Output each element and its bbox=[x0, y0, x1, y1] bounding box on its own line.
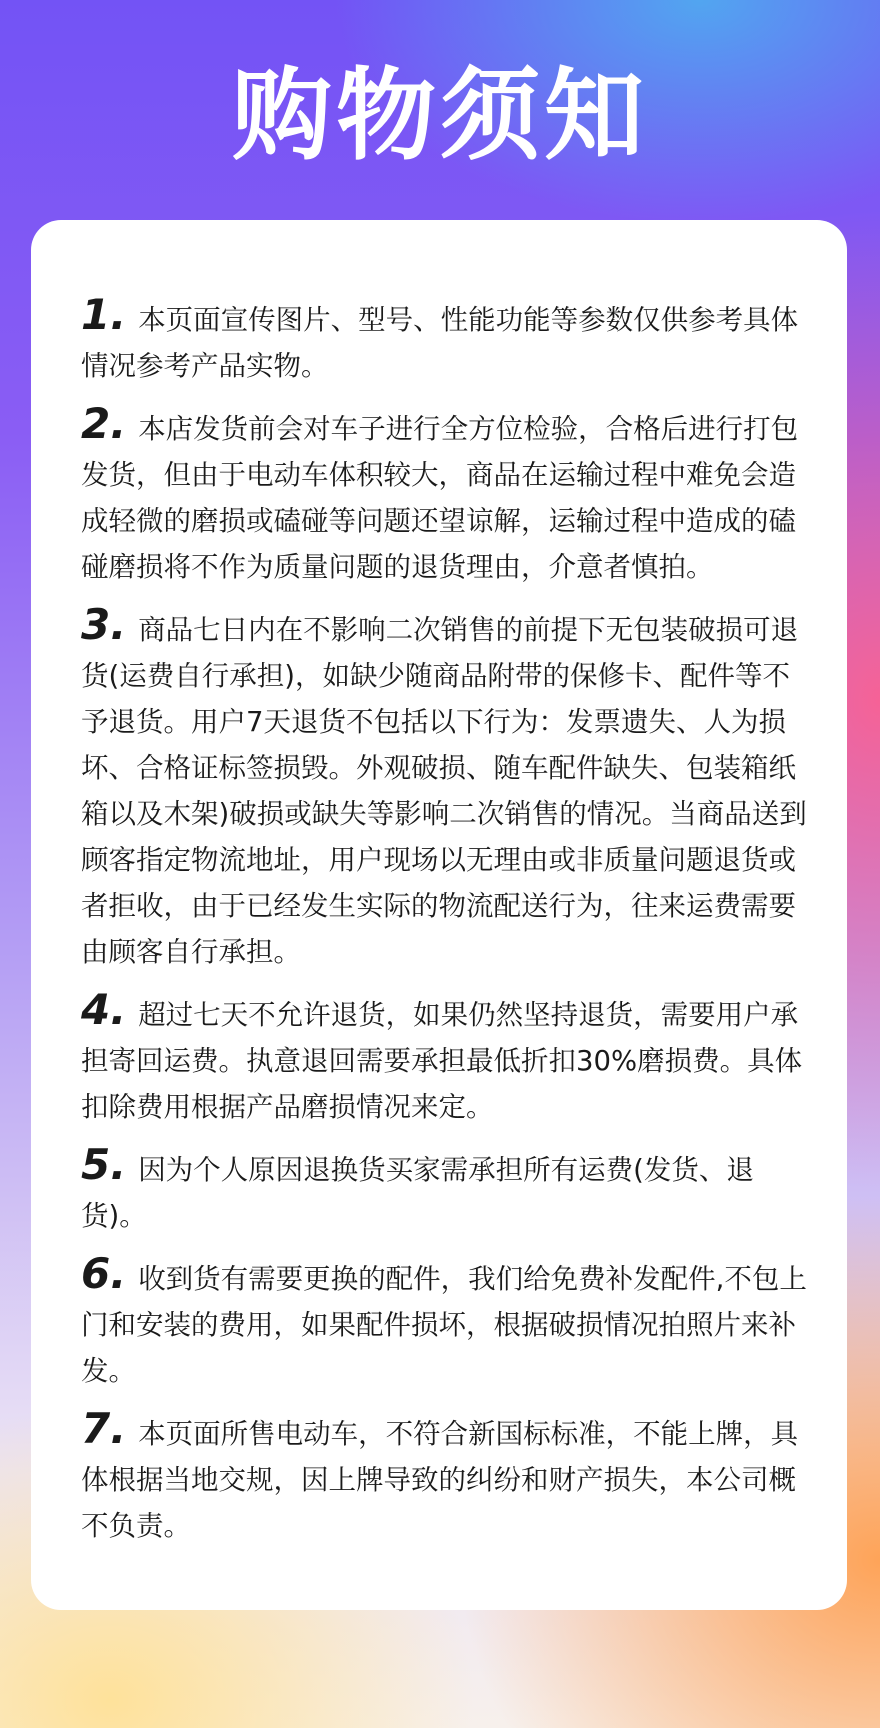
item-number: 5. bbox=[81, 1140, 127, 1189]
notice-item-1 bbox=[81, 292, 807, 389]
item-text: 超过七天不允许退货，如果仍然坚持退货，需要用户承担寄回运费。执意退回需要承担最低折扣30%磨损费。具体扣除费用根据产品磨损情况来定。 bbox=[81, 999, 803, 1123]
item-text: 因为个人原因退换货买家需承担所有运费(发货、退货)。 bbox=[81, 1154, 754, 1232]
page-title: 购物须知 bbox=[232, 57, 648, 174]
item-number: 6. bbox=[81, 1249, 127, 1298]
item-number: 7. bbox=[81, 1404, 127, 1453]
item-text: 本店发货前会对车子进行全方位检验，合格后进行打包发货，但由于电动车体积较大，商品在运输过程中难免会造成轻微的磨损或磕碰等问题还望谅解，运输过程中造成的磕碰磨损将不作为质量问题的退货理由，介意者慎拍。 bbox=[81, 413, 799, 583]
item-text: 商品七日内在不影响二次销售的前提下无包装破损可退货(运费自行承担)，如缺少随商品附带的保修卡、配件等不予退货。用户7天退货不包括以下行为：发票遗失、人为损坏、合格证标签损毁。外观破损、随车配件缺失、包装箱纸箱以及木架)破损或缺失等影响二次销售的情况。当商品送到顾客指定物流地址，用户现场以无理由或非质量问题退货或者拒收，由于已经发生实际的物流配送行为，往来运费需要由顾客自行承担。 bbox=[81, 614, 807, 968]
notice-item-5 bbox=[81, 1142, 807, 1239]
notice-item-2 bbox=[81, 401, 807, 590]
item-text: 本页面宣传图片、型号、性能功能等参数仅供参考具体情况参考产品实物。 bbox=[81, 304, 799, 382]
notice-item-3 bbox=[81, 602, 807, 975]
item-number: 4. bbox=[81, 985, 127, 1034]
notice-item-7 bbox=[81, 1406, 807, 1549]
item-text: 收到货有需要更换的配件，我们给免费补发配件,不包上门和安装的费用，如果配件损坏，根据破损情况拍照片来补发。 bbox=[81, 1263, 807, 1387]
notice-item-6 bbox=[81, 1251, 807, 1394]
notice-item-4 bbox=[81, 987, 807, 1130]
item-text: 本页面所售电动车，不符合新国标标准，不能上牌，具体根据当地交规，因上牌导致的纠纷和财产损失，本公司概不负责。 bbox=[81, 1418, 799, 1542]
notice-card bbox=[31, 220, 847, 1610]
item-number: 1. bbox=[81, 290, 127, 339]
item-number: 2. bbox=[81, 399, 127, 448]
item-number: 3. bbox=[81, 600, 127, 649]
